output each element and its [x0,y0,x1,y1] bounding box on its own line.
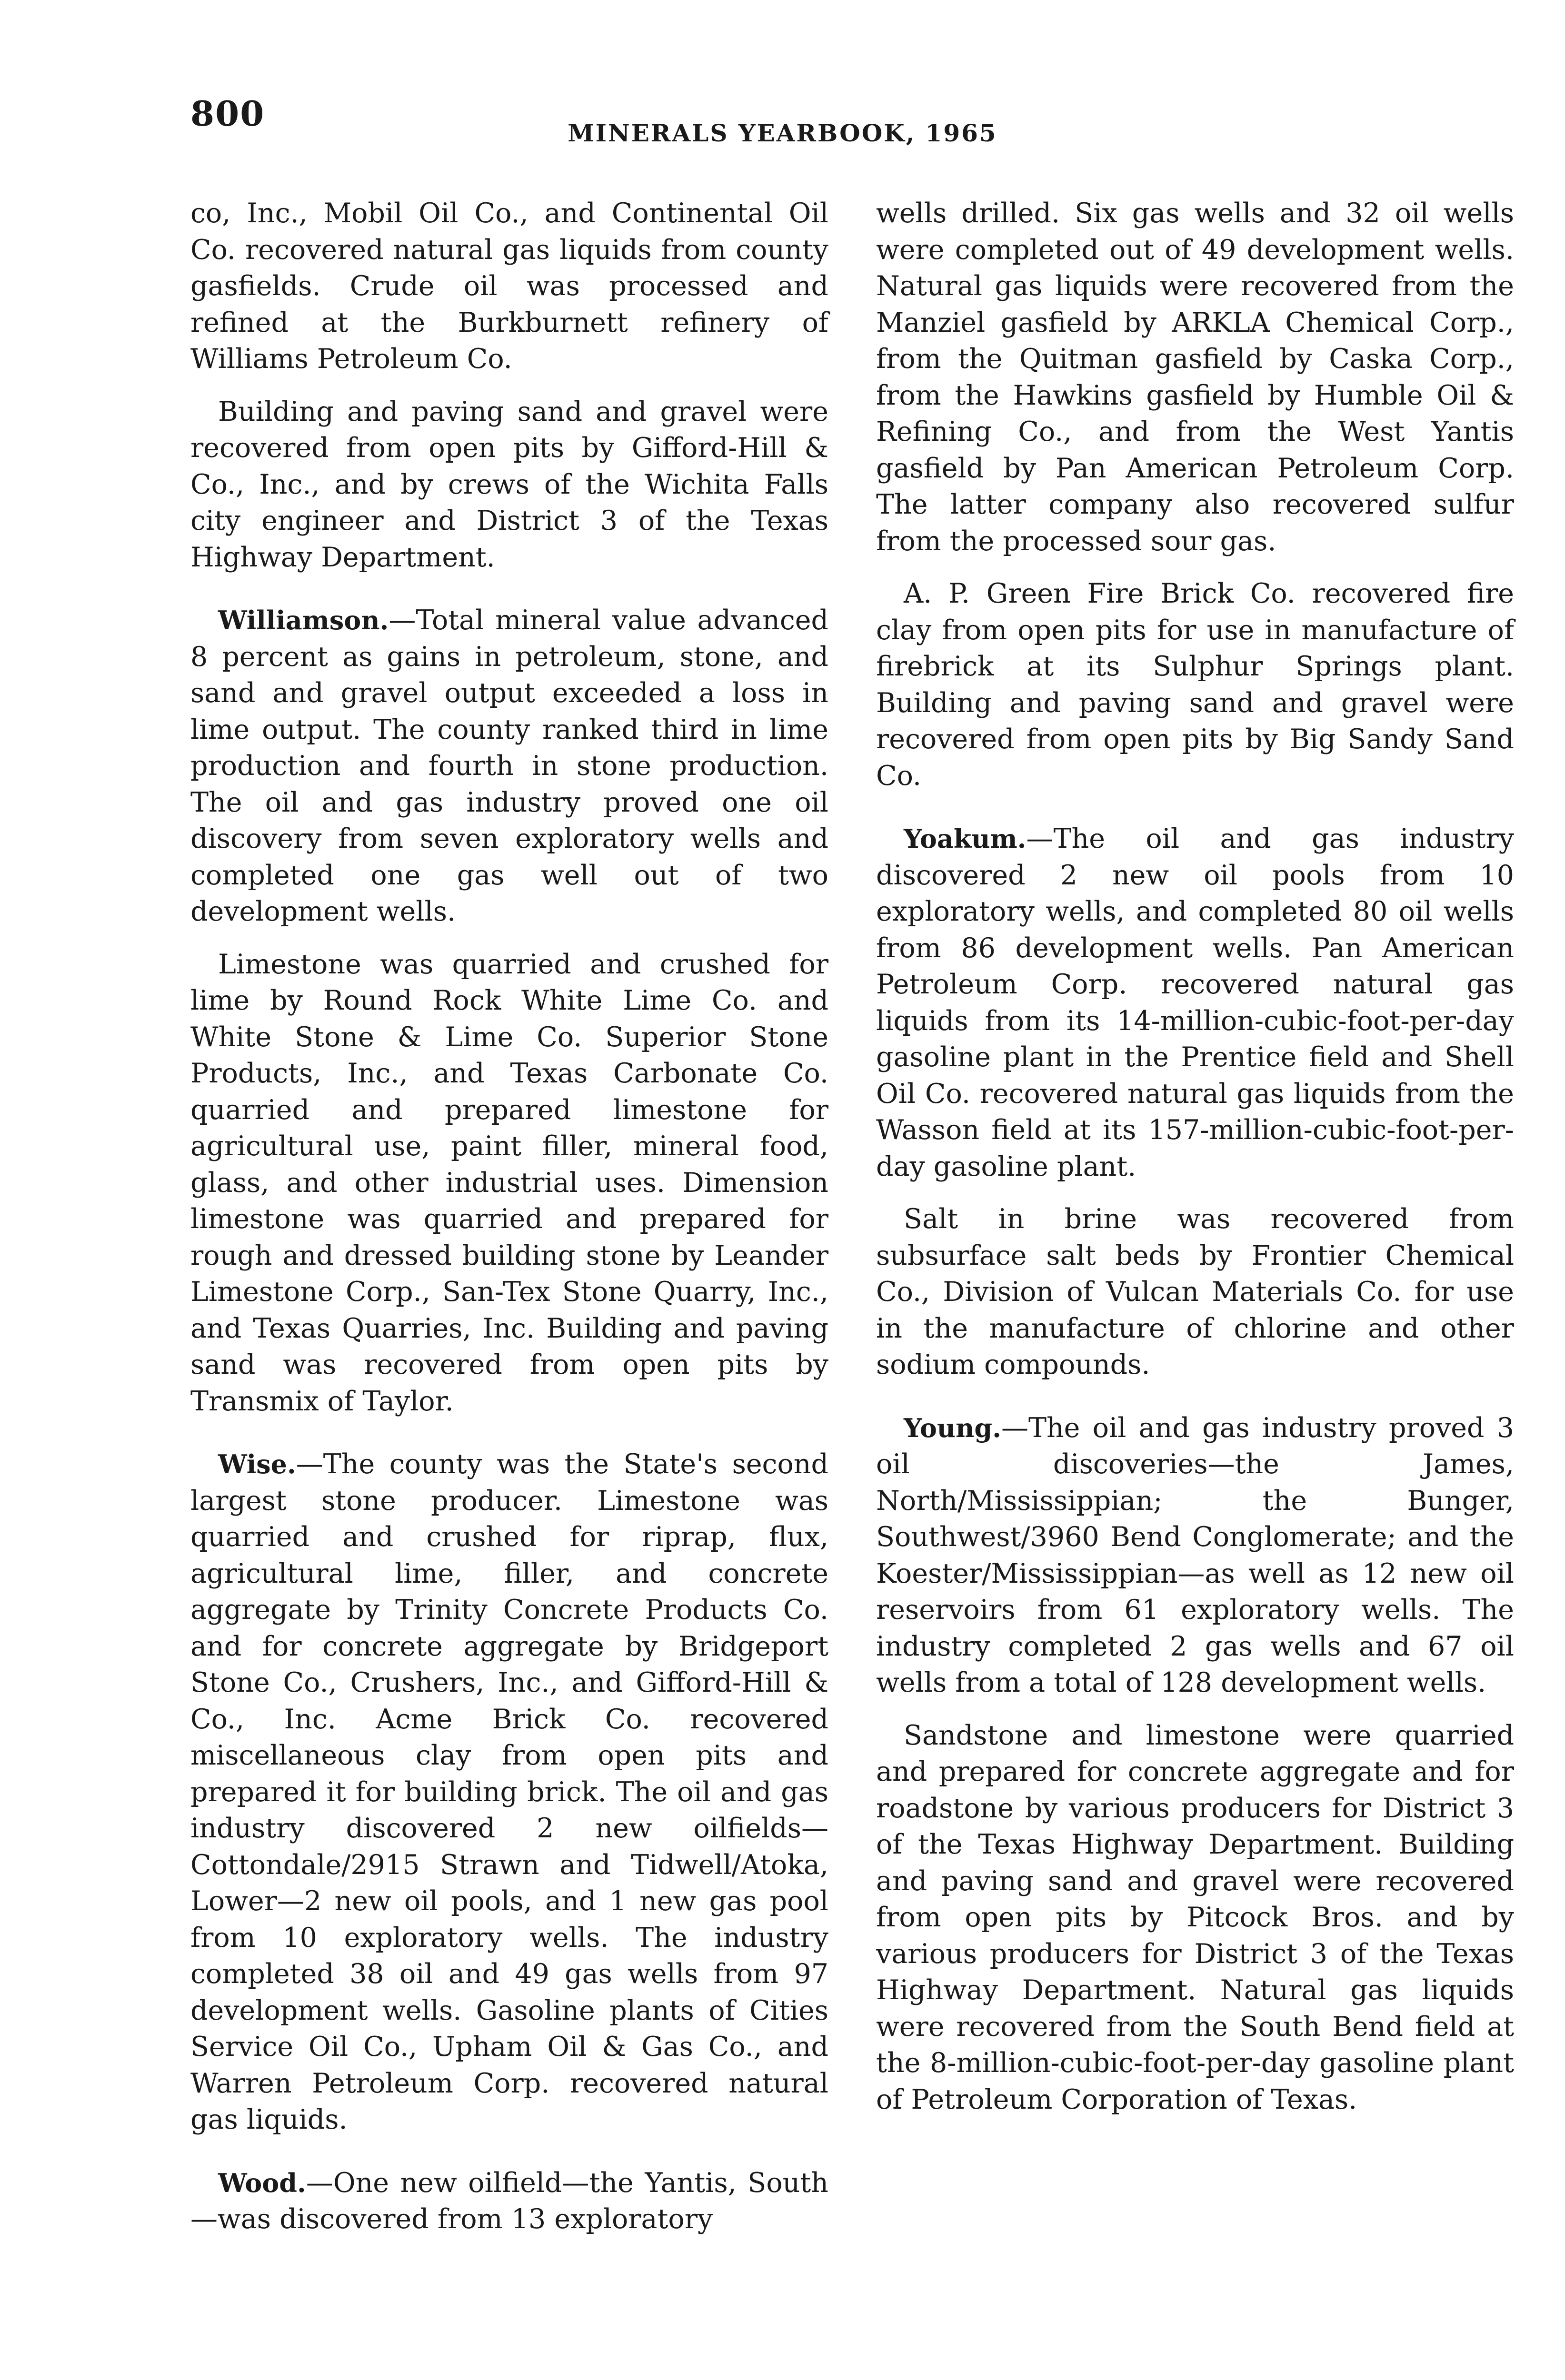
paragraph [876,195,1514,559]
right-column [876,195,1514,2134]
paragraph-text: —The oil and gas industry proved 3 oil discoveries—the James, North/Mississippian; the Bunger, Southwest/3960 Bend Conglomerate; and the Koester/Mississippian—as well as 12 new oil reservoirs from 61 exploratory wells. The industry completed 2 gas wells and 67 oil wells from a total of 128 development wells. [876,1412,1514,1698]
paragraph [876,575,1514,794]
page-number: 800 [190,93,265,134]
paragraph-text: —One new oilfield—the Yantis, South—was discovered from 13 exploratory [190,2167,828,2235]
county-section-young [876,1410,1514,1701]
paragraph [190,195,828,377]
county-heading: Wood. [218,2167,306,2198]
paragraph [190,946,828,1420]
county-section-wood [190,2165,828,2238]
running-title: MINERALS YEARBOOK, 1965 [568,119,997,147]
county-section-williamson [190,602,828,930]
county-section-yoakum [876,821,1514,1185]
paragraph-text: —The oil and gas industry discovered 2 new oil pools from 10 exploratory wells, and completed 80 oil wells from 86 development wells. Pan American Petroleum Corp. recovered natural gas liquids from its 14-million-cubic-foot-per-day gasoline plant in the Prentice field and Shell Oil Co. recovered natural gas liquids from the Wasson field at its 157-million-cubic-foot-per-day gasoline plant. [876,823,1514,1182]
paragraph [190,394,828,576]
paragraph-text: wells drilled. Six gas wells and 32 oil wells were completed out of 49 development wells. Natural gas liquids were recovered from the Manziel gasfield by ARKLA Chemical Corp., from the Quitman gasfield by Caska Corp., from the Hawkins gasfield by Humble Oil & Refining Co., and from the West Yantis gasfield by Pan American Petroleum Corp. The latter company also recovered sulfur from the processed sour gas. [876,198,1514,557]
paragraph-text: —Total mineral value advanced 8 percent as gains in petroleum, stone, and sand and gravel output exceeded a loss in lime output. The county ranked third in lime production and fourth in stone production. The oil and gas industry proved one oil discovery from seven exploratory wells and completed one gas well out of two development wells. [190,605,828,927]
paragraph [876,1717,1514,2118]
county-section-wise [190,1446,828,2138]
paragraph-text: co, Inc., Mobil Oil Co., and Continental Oil Co. recovered natural gas liquids from county gasfields. Crude oil was processed and refined at the Burkburnett refinery of Williams Petroleum Co. [190,198,828,375]
county-heading: Williamson. [218,605,389,635]
paragraph-text: Sandstone and limestone were quarried and prepared for concrete aggregate and for roadstone by various producers for District 3 of the Texas Highway Department. Building and paving sand and gravel were recovered from open pits by Pitcock Bros. and by various producers for District 3 of the Texas Highway Department. Natural gas liquids were recovered from the South Bend field at the 8-million-cubic-foot-per-day gasoline plant of Petroleum Corporation of Texas. [876,1719,1514,2115]
left-column [190,195,828,2254]
paragraph-text: Salt in brine was recovered from subsurface salt beds by Frontier Chemical Co., Division of Vulcan Materials Co. for use in the manufacture of chlorine and other sodium compounds. [876,1203,1514,1380]
paragraph-text: A. P. Green Fire Brick Co. recovered fire clay from open pits for use in manufacture of firebrick at its Sulphur Springs plant. Building and paving sand and gravel were recovered from open pits by Big Sandy Sand Co. [876,578,1514,792]
paragraph-text: Building and paving sand and gravel were recovered from open pits by Gifford-Hill & Co., Inc., and by crews of the Wichita Falls city engineer and District 3 of the Texas Highway Department. [190,396,828,573]
county-heading: Young. [904,1412,1001,1443]
paragraph-text: Limestone was quarried and crushed for lime by Round Rock White Lime Co. and White Stone & Lime Co. Superior Stone Products, Inc., and Texas Carbonate Co. quarried and prepared limestone for agricultural use, paint filler, mineral food, glass, and other industrial uses. Dimension limestone was quarried and prepared for rough and dressed building stone by Leander Limestone Corp., San-Tex Stone Quarry, Inc., and Texas Quarries, Inc. Building and paving sand was recovered from open pits by Transmix of Taylor. [190,948,828,1417]
county-heading: Wise. [218,1449,296,1479]
paragraph [876,1201,1514,1383]
paragraph-text: —The county was the State's second largest stone producer. Limestone was quarried and crushed for riprap, flux, agricultural lime, filler, and concrete aggregate by Trinity Concrete Products Co. and for concrete aggregate by Bridgeport Stone Co., Crushers, Inc., and Gifford-Hill & Co., Inc. Acme Brick Co. recovered miscellaneous clay from open pits and prepared it for building brick. The oil and gas industry discovered 2 new oilfields—Cottondale/2915 Strawn and Tidwell/Atoka, Lower—2 new oil pools, and 1 new gas pool from 10 exploratory wells. The industry completed 38 oil and 49 gas wells from 97 development wells. Gasoline plants of Cities Service Oil Co., Upham Oil & Gas Co., and Warren Petroleum Corp. recovered natural gas liquids. [190,1448,828,2135]
county-heading: Yoakum. [904,823,1027,854]
